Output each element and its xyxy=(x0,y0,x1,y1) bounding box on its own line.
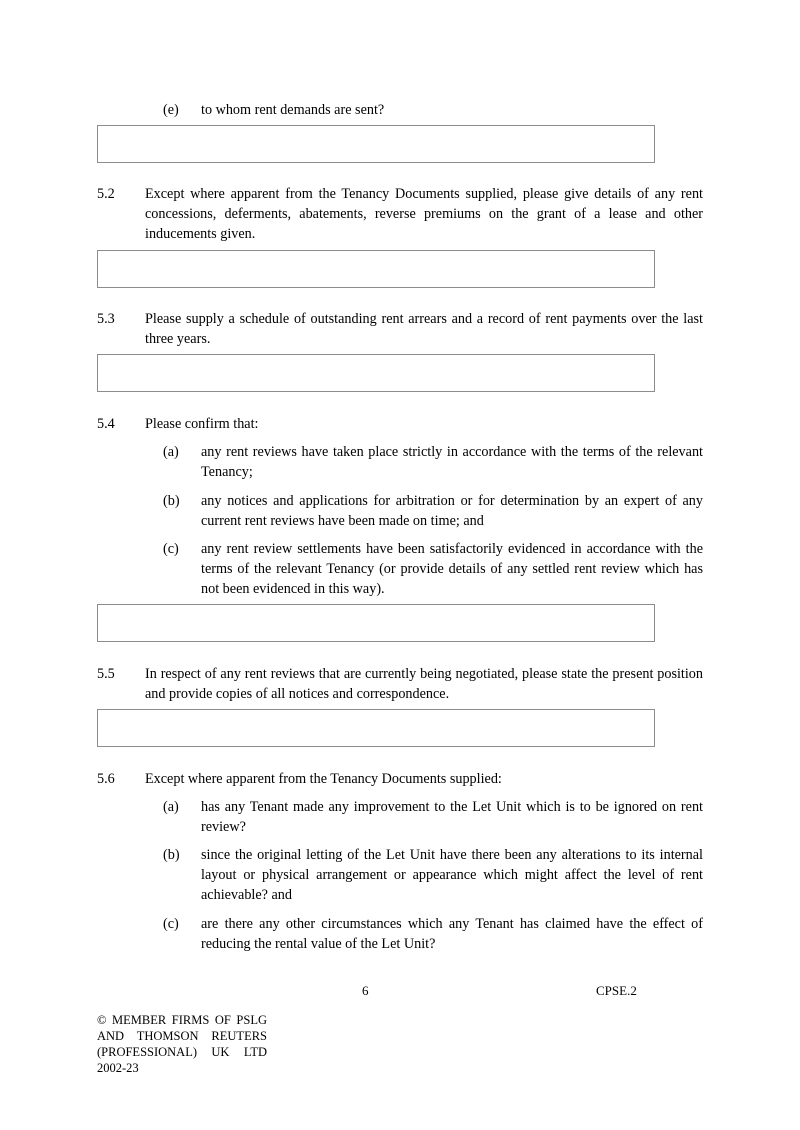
question-5-6-a-text: has any Tenant made any improvement to the Let Unit which is to be ignored on rent review? xyxy=(201,799,703,835)
question-5-3-text: Please supply a schedule of outstanding rent arrears and a record of rent payments over the last three years. xyxy=(145,311,703,347)
question-5-4-text: Please confirm that: xyxy=(145,416,259,432)
answer-box-5-2[interactable] xyxy=(97,250,655,288)
copyright-line: © MEMBER FIRMS OF PSLG xyxy=(97,1013,267,1027)
question-5-4-a-label: (a) xyxy=(163,444,179,460)
question-5-6-a-label: (a) xyxy=(163,799,179,815)
question-5-2-number: 5.2 xyxy=(97,186,115,202)
question-5-4-c-text: any rent review settlements have been satisfactorily evidenced in accordance with the terms of the relevant Tenancy (or provide details of any settled rent review which has not been evidenced in this way). xyxy=(201,541,703,597)
question-5-4-c-label: (c) xyxy=(163,541,179,557)
question-5-5-text: In respect of any rent reviews that are currently being negotiated, please state the present position and provide copies of all notices and correspondence. xyxy=(145,666,703,702)
question-5-5-number: 5.5 xyxy=(97,666,115,682)
question-5-4-a-text: any rent reviews have taken place strictly in accordance with the terms of the relevant Tenancy; xyxy=(201,444,703,480)
question-5-6-text: Except where apparent from the Tenancy Documents supplied: xyxy=(145,771,502,787)
question-5-4-number: 5.4 xyxy=(97,416,115,432)
question-5-1-e-label: (e) xyxy=(163,102,179,118)
answer-box-5-5[interactable] xyxy=(97,709,655,747)
copyright-line: AND THOMSON REUTERS xyxy=(97,1029,267,1043)
copyright-notice xyxy=(97,1012,267,1076)
answer-box-5-1-e[interactable] xyxy=(97,125,655,163)
form-code: CPSE.2 xyxy=(596,983,637,998)
question-5-6-b-label: (b) xyxy=(163,847,180,863)
question-5-6-number: 5.6 xyxy=(97,771,115,787)
question-5-6-c-label: (c) xyxy=(163,916,179,932)
question-5-2-text: Except where apparent from the Tenancy Documents supplied, please give details of any rent concessions, deferments, abatements, reverse premiums on the grant of a lease and other inducements given. xyxy=(145,186,703,242)
question-5-1-e-text: to whom rent demands are sent? xyxy=(201,102,385,118)
question-5-6-c-text: are there any other circumstances which any Tenant has claimed have the effect of reducing the rental value of the Let Unit? xyxy=(201,916,703,952)
copyright-line: (PROFESSIONAL) UK LTD xyxy=(97,1045,267,1059)
question-5-3-number: 5.3 xyxy=(97,311,115,327)
page-number: 6 xyxy=(362,983,369,998)
answer-box-5-4[interactable] xyxy=(97,604,655,642)
question-5-4-b-label: (b) xyxy=(163,493,180,509)
question-5-6-b-text: since the original letting of the Let Unit have there been any alterations to its internal layout or physical arrangement or appearance which might affect the level of rent achievable? and xyxy=(201,847,703,903)
question-5-4-b-text: any notices and applications for arbitration or for determination by an expert of any current rent reviews have been made on time; and xyxy=(201,493,703,529)
answer-box-5-3[interactable] xyxy=(97,354,655,392)
copyright-year: 2002-23 xyxy=(97,1061,139,1075)
